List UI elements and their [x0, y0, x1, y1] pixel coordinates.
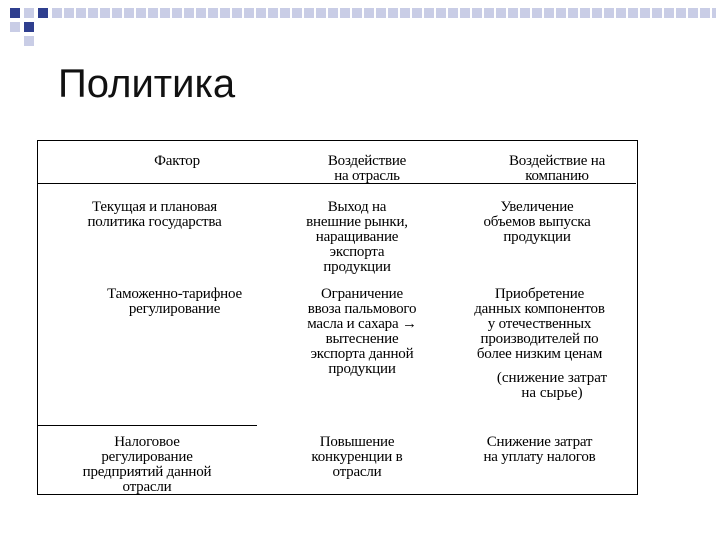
header-company: Воздействие на компанию: [508, 153, 606, 184]
row2-company-note: (снижение затрат на сырье): [496, 370, 608, 401]
row3-company: Снижение затрат на уплату налогов: [483, 434, 596, 465]
deco-square: [10, 8, 20, 18]
deco-square: [38, 8, 48, 18]
row2-factor: Таможенно-тарифное регулирование: [107, 286, 242, 317]
row2-industry: Ограничение ввоза пальмового масла и сахара → вытеснение экспорта данной продукции: [307, 286, 417, 377]
slide-title: Политика: [58, 62, 236, 106]
corner-decoration: [0, 0, 720, 40]
row1-industry: Выход на внешние рынки, наращивание экспорта продукции: [306, 199, 408, 275]
deco-square: [24, 22, 34, 32]
header-industry: Воздействие на отрасль: [327, 153, 407, 184]
deco-square: [10, 22, 20, 32]
row1-factor: Текущая и плановая политика государства: [87, 199, 222, 230]
row3-factor: Налоговое регулирование предприятий данной отрасли: [82, 434, 212, 495]
row3-industry: Повышение конкуренции в отрасли: [311, 434, 403, 480]
policy-table: [37, 140, 638, 495]
row1-company: Увеличение объемов выпуска продукции: [483, 199, 591, 245]
deco-square: [24, 36, 34, 46]
row2-company: Приобретение данных компонентов у отечественных производителей по более низким ценам: [474, 286, 605, 362]
row-separator: [37, 425, 257, 426]
header-factor: Фактор: [154, 153, 200, 169]
deco-square: [24, 8, 34, 18]
deco-grid-strip: [52, 8, 716, 18]
